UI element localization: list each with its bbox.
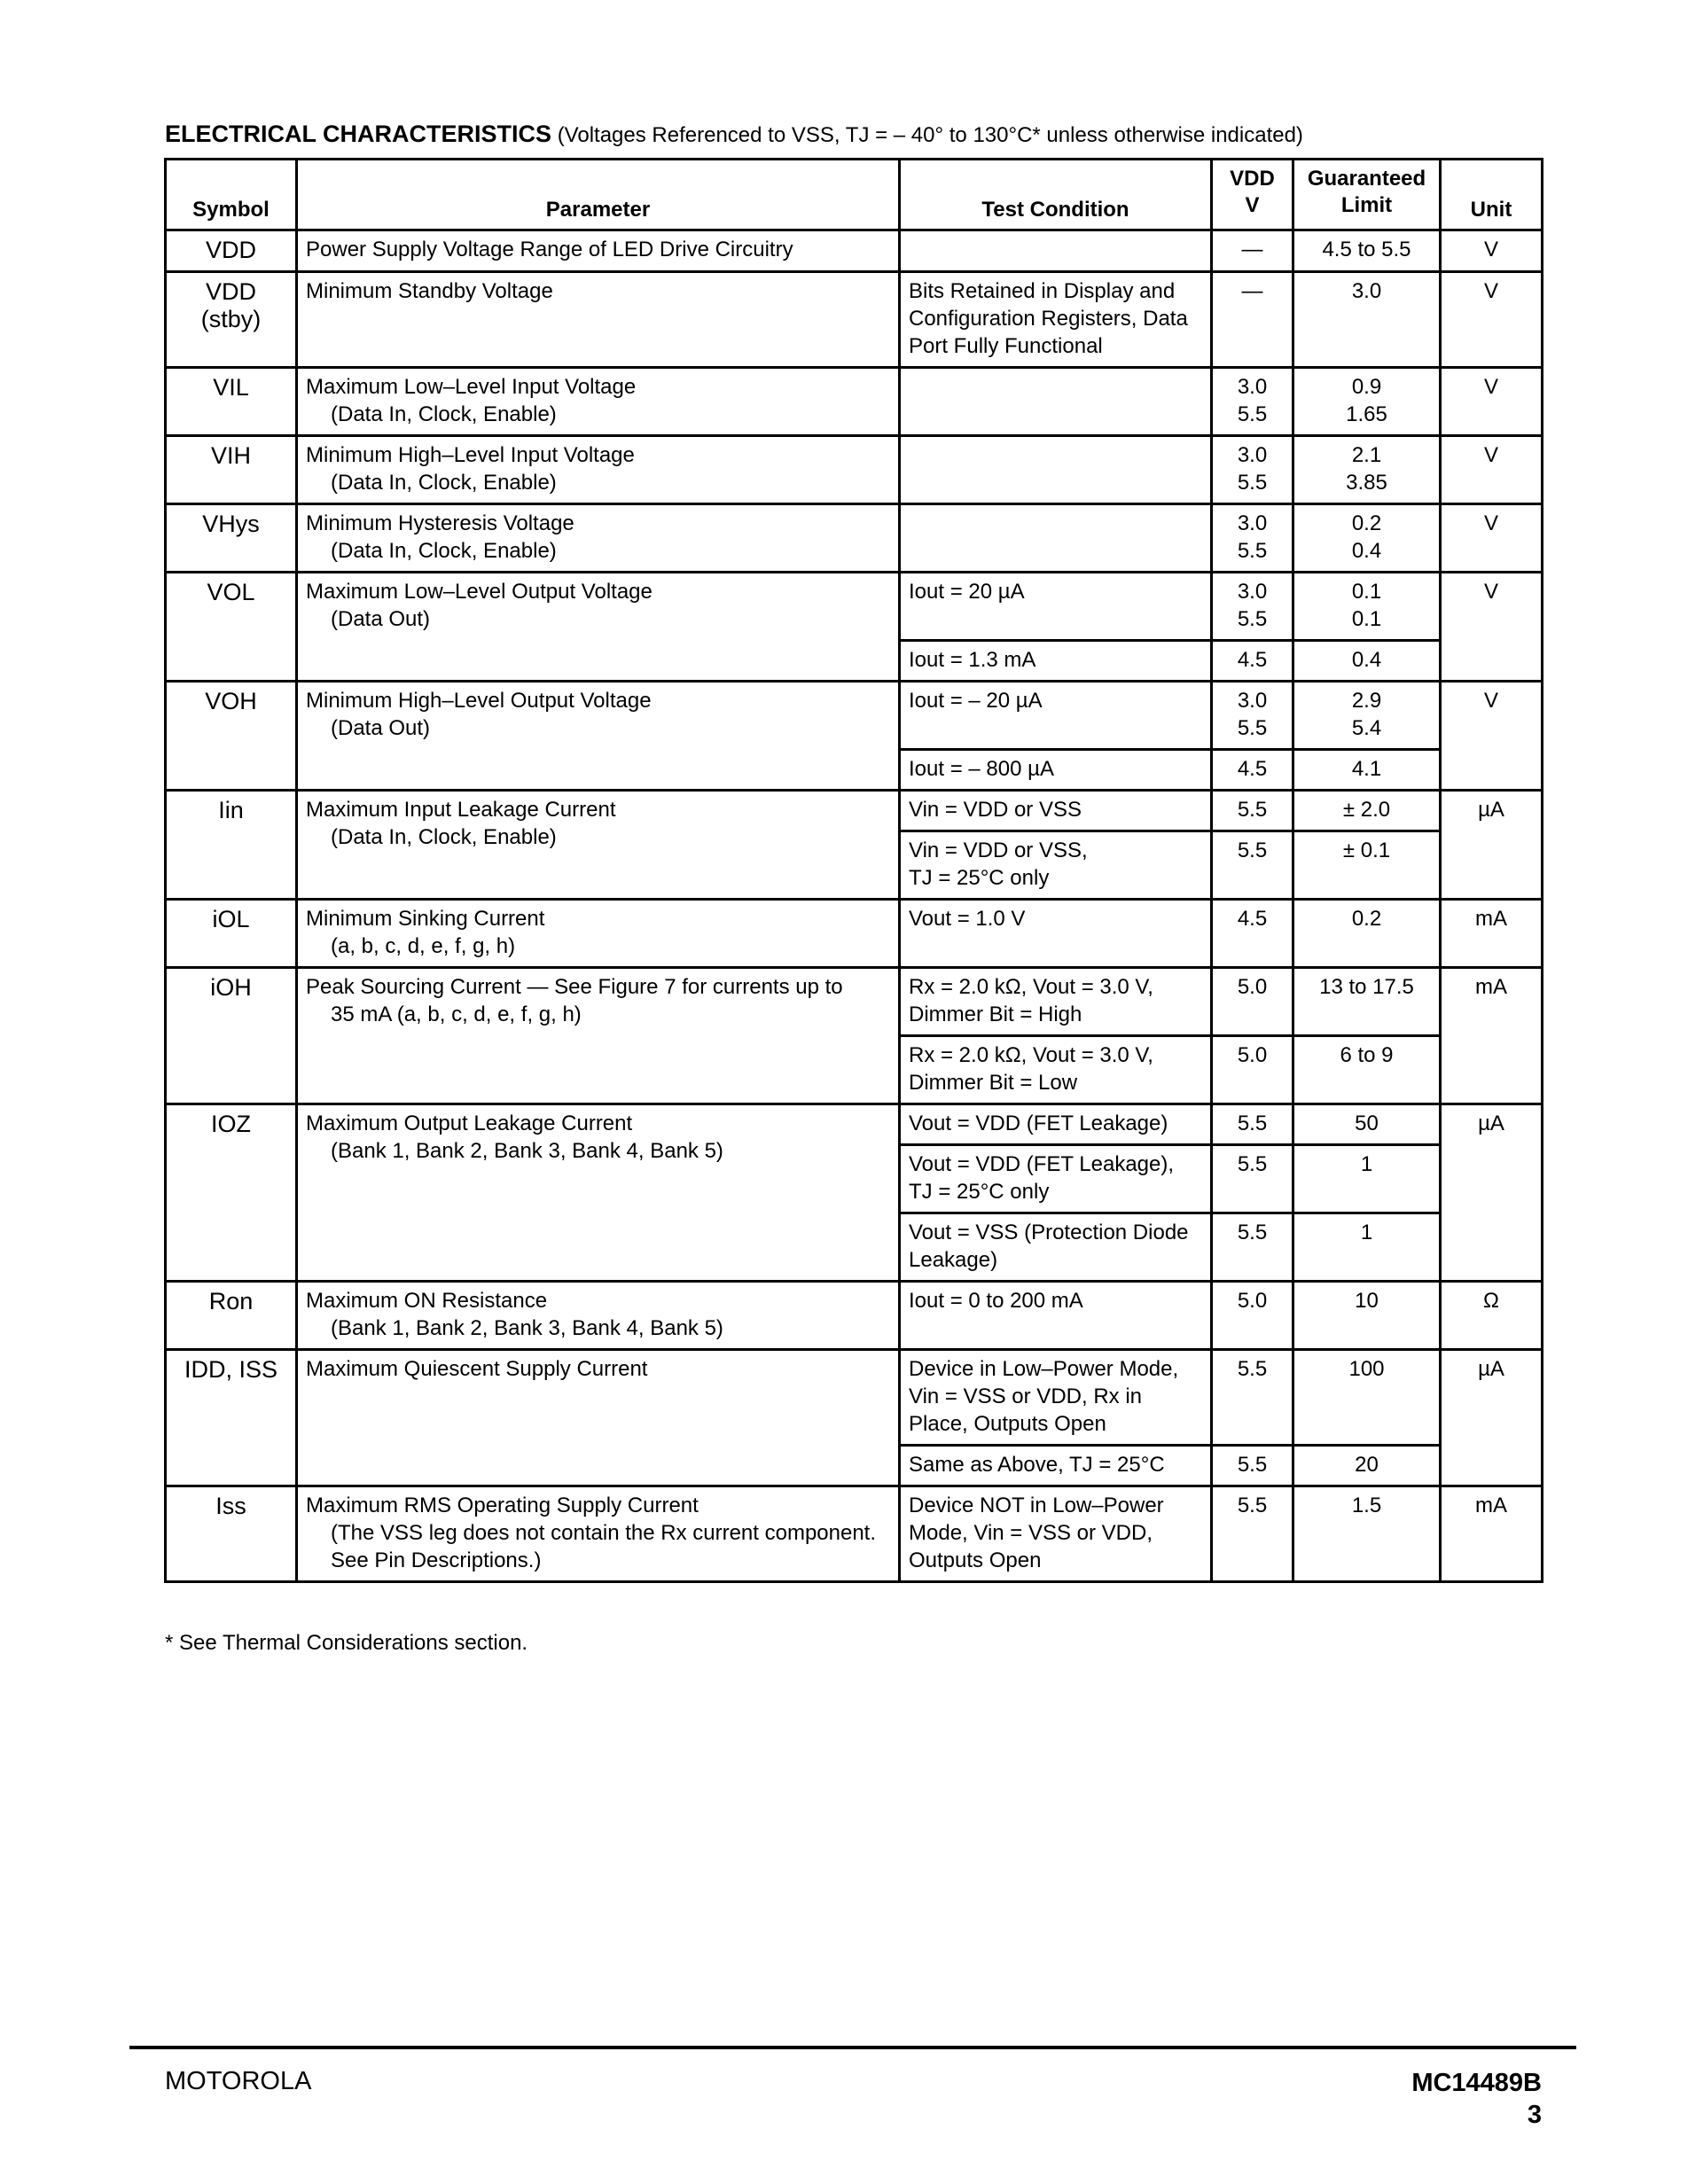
parameter-cell: Minimum Standby Voltage — [297, 272, 900, 368]
table-row — [166, 1104, 1543, 1145]
condition-cell: Same as Above, TJ = 25°C — [900, 1446, 1212, 1486]
table-row — [166, 573, 1543, 641]
limit-cell: 1.5 — [1293, 1486, 1441, 1582]
vdd-cell: — — [1212, 230, 1293, 272]
condition-cell: Device NOT in Low–Power Mode, Vin = VSS or VDD, Outputs Open — [900, 1486, 1212, 1582]
condition-cell: Vin = VDD or VSS, TJ = 25°C only — [900, 831, 1212, 900]
table-row — [166, 968, 1543, 1036]
table-row — [166, 436, 1543, 504]
limit-cell: 10 — [1293, 1282, 1441, 1350]
limit-cell: 2.9 5.4 — [1293, 682, 1441, 750]
header-row — [166, 160, 1543, 230]
symbol-cell: Iin — [166, 791, 297, 900]
col-header-parameter: Parameter — [297, 160, 900, 230]
vdd-cell: — — [1212, 272, 1293, 368]
parameter-subtext: (Data In, Clock, Enable) — [331, 402, 557, 426]
condition-cell: Vout = VDD (FET Leakage) — [900, 1104, 1212, 1145]
unit-cell: mA — [1441, 1486, 1543, 1582]
unit-cell: µA — [1441, 791, 1543, 900]
symbol-cell: IDD, ISS — [166, 1350, 297, 1486]
parameter-subtext: (Data In, Clock, Enable) — [331, 825, 557, 849]
parameter-cell — [297, 504, 900, 573]
symbol-cell: VOH — [166, 682, 297, 791]
table-row — [166, 272, 1543, 368]
vdd-cell: 5.5 — [1212, 1104, 1293, 1145]
table-row — [166, 368, 1543, 436]
vdd-cell: 5.0 — [1212, 1036, 1293, 1104]
symbol-cell: Ron — [166, 1282, 297, 1350]
condition-cell: Iout = 20 µA — [900, 573, 1212, 641]
parameter-cell — [297, 1486, 900, 1582]
parameter-cell — [297, 1282, 900, 1350]
limit-cell: ± 0.1 — [1293, 831, 1441, 900]
limit-cell: 0.1 0.1 — [1293, 573, 1441, 641]
col-header-vdd — [1212, 160, 1293, 230]
vdd-cell: 4.5 — [1212, 750, 1293, 791]
parameter-text: Minimum Sinking Current — [306, 907, 545, 931]
parameter-text: Minimum Hysteresis Voltage — [306, 511, 574, 535]
symbol-cell: IOZ — [166, 1104, 297, 1282]
limit-cell: 0.4 — [1293, 641, 1441, 682]
footnote: * See Thermal Considerations section. — [165, 1631, 528, 1655]
limit-cell: 13 to 17.5 — [1293, 968, 1441, 1036]
symbol-cell: VDD — [166, 230, 297, 272]
condition-cell: Rx = 2.0 kΩ, Vout = 3.0 V, Dimmer Bit = Low — [900, 1036, 1212, 1104]
parameter-subtext: (Data Out) — [331, 607, 431, 631]
limit-cell: 0.2 — [1293, 900, 1441, 968]
table-row — [166, 1486, 1543, 1582]
vdd-cell: 5.5 — [1212, 1446, 1293, 1486]
vdd-cell: 3.0 5.5 — [1212, 504, 1293, 573]
condition-cell — [900, 504, 1212, 573]
limit-cell: ± 2.0 — [1293, 791, 1441, 831]
parameter-text: Maximum Low–Level Input Voltage — [306, 375, 637, 399]
vdd-cell: 3.0 5.5 — [1212, 682, 1293, 750]
table-row — [166, 791, 1543, 831]
parameter-text: Maximum RMS Operating Supply Current — [306, 1494, 699, 1517]
vdd-cell: 5.5 — [1212, 1213, 1293, 1282]
symbol-cell: VDD (stby) — [166, 272, 297, 368]
parameter-cell — [297, 1104, 900, 1282]
unit-cell: µA — [1441, 1104, 1543, 1282]
parameter-text: Maximum Input Leakage Current — [306, 798, 616, 822]
vdd-cell: 3.0 5.5 — [1212, 573, 1293, 641]
col-header-vdd-line2: V — [1245, 193, 1260, 217]
parameter-subtext: (Data In, Clock, Enable) — [331, 539, 557, 563]
symbol-cell: iOL — [166, 900, 297, 968]
table-row — [166, 682, 1543, 750]
limit-cell: 0.9 1.65 — [1293, 368, 1441, 436]
unit-cell: Ω — [1441, 1282, 1543, 1350]
parameter-cell — [297, 791, 900, 900]
condition-cell — [900, 368, 1212, 436]
symbol-cell: VIL — [166, 368, 297, 436]
footer-right — [1411, 2067, 1542, 2131]
table-row — [166, 1282, 1543, 1350]
condition-cell — [900, 230, 1212, 272]
vdd-cell: 5.5 — [1212, 831, 1293, 900]
footer-divider — [129, 2046, 1576, 2049]
condition-cell: Vin = VDD or VSS — [900, 791, 1212, 831]
limit-cell: 4.5 to 5.5 — [1293, 230, 1441, 272]
condition-cell: Vout = 1.0 V — [900, 900, 1212, 968]
symbol-cell: VIH — [166, 436, 297, 504]
parameter-cell: Maximum Quiescent Supply Current — [297, 1350, 900, 1486]
table-row — [166, 504, 1543, 573]
unit-cell: mA — [1441, 968, 1543, 1104]
parameter-cell: Power Supply Voltage Range of LED Drive Circuitry — [297, 230, 900, 272]
condition-cell: Device in Low–Power Mode, Vin = VSS or VDD, Rx in Place, Outputs Open — [900, 1350, 1212, 1446]
parameter-subtext: (Data Out) — [331, 716, 431, 740]
condition-cell: Iout = 1.3 mA — [900, 641, 1212, 682]
unit-cell: V — [1441, 230, 1543, 272]
table-row — [166, 230, 1543, 272]
symbol-cell: VOL — [166, 573, 297, 682]
symbol-cell: iOH — [166, 968, 297, 1104]
parameter-subtext: (The VSS leg does not contain the Rx current component. See Pin Descriptions.) — [331, 1521, 877, 1572]
limit-cell: 50 — [1293, 1104, 1441, 1145]
condition-cell: Vout = VSS (Protection Diode Leakage) — [900, 1213, 1212, 1282]
unit-cell: V — [1441, 573, 1543, 682]
col-header-vdd-line1: VDD — [1230, 167, 1275, 191]
table-row — [166, 1350, 1543, 1446]
parameter-cell — [297, 900, 900, 968]
parameter-cell — [297, 682, 900, 791]
vdd-cell: 4.5 — [1212, 641, 1293, 682]
unit-cell: V — [1441, 368, 1543, 436]
unit-cell: mA — [1441, 900, 1543, 968]
col-header-test-condition: Test Condition — [900, 160, 1212, 230]
limit-cell: 0.2 0.4 — [1293, 504, 1441, 573]
table-heading — [165, 121, 1548, 148]
limit-cell: 20 — [1293, 1446, 1441, 1486]
parameter-subtext: (Bank 1, Bank 2, Bank 3, Bank 4, Bank 5) — [331, 1316, 723, 1340]
unit-cell: V — [1441, 682, 1543, 791]
vdd-cell: 3.0 5.5 — [1212, 436, 1293, 504]
condition-cell: Iout = 0 to 200 mA — [900, 1282, 1212, 1350]
condition-cell: Rx = 2.0 kΩ, Vout = 3.0 V, Dimmer Bit = High — [900, 968, 1212, 1036]
col-header-symbol: Symbol — [166, 160, 297, 230]
heading-note: (Voltages Referenced to VSS, TJ = – 40° to 130°C* unless otherwise indicated) — [557, 123, 1303, 147]
parameter-text: Minimum High–Level Output Voltage — [306, 689, 652, 713]
footer-brand: MOTOROLA — [165, 2067, 312, 2095]
parameter-cell — [297, 573, 900, 682]
parameter-cell — [297, 436, 900, 504]
vdd-cell: 5.5 — [1212, 791, 1293, 831]
parameter-subtext: (a, b, c, d, e, f, g, h) — [331, 934, 516, 958]
limit-cell: 1 — [1293, 1145, 1441, 1213]
parameter-text: Maximum Output Leakage Current — [306, 1112, 633, 1135]
heading-title: ELECTRICAL CHARACTERISTICS — [165, 121, 552, 147]
vdd-cell: 3.0 5.5 — [1212, 368, 1293, 436]
col-header-limit: Guaranteed Limit — [1293, 160, 1441, 230]
vdd-cell: 5.0 — [1212, 968, 1293, 1036]
condition-cell: Iout = – 20 µA — [900, 682, 1212, 750]
parameter-text: Maximum Low–Level Output Voltage — [306, 580, 653, 604]
condition-cell: Iout = – 800 µA — [900, 750, 1212, 791]
parameter-subtext: (Bank 1, Bank 2, Bank 3, Bank 4, Bank 5) — [331, 1139, 723, 1163]
parameter-subtext: (Data In, Clock, Enable) — [331, 471, 557, 495]
condition-cell: Bits Retained in Display and Configuration Registers, Data Port Fully Functional — [900, 272, 1212, 368]
condition-cell — [900, 436, 1212, 504]
limit-cell: 100 — [1293, 1350, 1441, 1446]
unit-cell: V — [1441, 436, 1543, 504]
vdd-cell: 5.5 — [1212, 1145, 1293, 1213]
electrical-characteristics-table — [164, 158, 1543, 1583]
symbol-cell: Iss — [166, 1486, 297, 1582]
parameter-cell — [297, 368, 900, 436]
table-row — [166, 900, 1543, 968]
vdd-cell: 4.5 — [1212, 900, 1293, 968]
parameter-subtext: 35 mA (a, b, c, d, e, f, g, h) — [331, 1002, 582, 1026]
vdd-cell: 5.0 — [1212, 1282, 1293, 1350]
unit-cell: V — [1441, 272, 1543, 368]
parameter-text: Maximum ON Resistance — [306, 1289, 548, 1313]
vdd-cell: 5.5 — [1212, 1486, 1293, 1582]
limit-cell: 2.1 3.85 — [1293, 436, 1441, 504]
vdd-cell: 5.5 — [1212, 1350, 1293, 1446]
limit-cell: 4.1 — [1293, 750, 1441, 791]
limit-cell: 3.0 — [1293, 272, 1441, 368]
condition-cell: Vout = VDD (FET Leakage), TJ = 25°C only — [900, 1145, 1212, 1213]
unit-cell: V — [1441, 504, 1543, 573]
limit-cell: 6 to 9 — [1293, 1036, 1441, 1104]
symbol-cell: VHys — [166, 504, 297, 573]
parameter-cell — [297, 968, 900, 1104]
parameter-text: Peak Sourcing Current — See Figure 7 for currents up to — [306, 975, 843, 999]
limit-cell: 1 — [1293, 1213, 1441, 1282]
parameter-text: Minimum High–Level Input Voltage — [306, 443, 635, 467]
col-header-unit: Unit — [1441, 160, 1543, 230]
footer-page-number: 3 — [1527, 2101, 1542, 2129]
footer-part-number: MC14489B — [1411, 2069, 1542, 2097]
unit-cell: µA — [1441, 1350, 1543, 1486]
